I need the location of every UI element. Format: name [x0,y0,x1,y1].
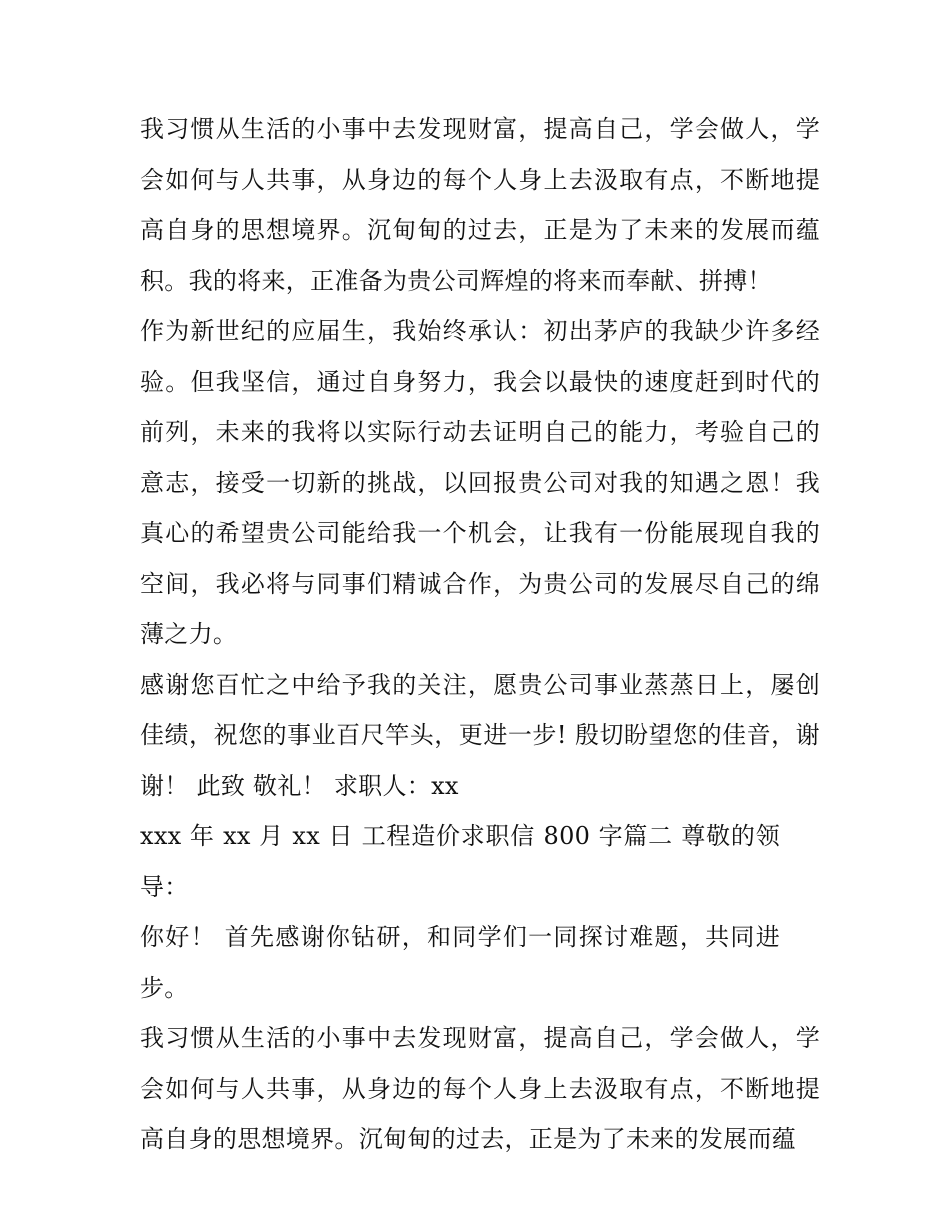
paragraph-greeting: 你好！ 首先感谢你钻研，和同学们一同探讨难题，共同进步。 [140,923,780,1002]
paragraph-self-growth: 我习惯从生活的小事中去发现财富，提高自己，学会做人，学会如何与人共事，从身边的每个人身上去汲取有点，不断地提高自身的思想境界。沉甸甸的过去，正是为了未来的发展而蕴积。我的将来，正准备为贵公司辉煌的将来而奉献、拼搏！ [140,115,820,295]
paragraph-graduate-commitment: 作为新世纪的应届生，我始终承认：初出茅庐的我缺少许多经验。但我坚信，通过自身努力，我会以最快的速度赶到时代的前列，未来的我将以实际行动去证明自己的能力，考验自己的意志，接受一切新的挑战，以回报贵公司对我的知遇之恩！我真心的希望贵公司能给我一个机会，让我有一份能展现自我的空间，我必将与同事们精诚合作，为贵公司的发展尽自己的绵薄之力。 [140,317,820,648]
paragraph-closing-thanks: 感谢您百忙之中给予我的关注，愿贵公司事业蒸蒸日上，屡创佳绩，祝您的事业百尺竿头，更进一步! 殷切盼望您的佳音，谢谢！ 此致 敬礼！ 求职人：xx [140,670,820,800]
paragraph-date-and-heading: xxx 年 xx 月 xx 日 工程造价求职信 800 字篇二 尊敬的领导： [140,822,780,901]
letter-body [140,104,820,1165]
paragraph-self-growth-repeat: 我习惯从生活的小事中去发现财富，提高自己，学会做人，学会如何与人共事，从身边的每个人身上去汲取有点，不断地提高自身的思想境界。沉甸甸的过去，正是为了未来的发展而蕴 [140,1024,820,1153]
